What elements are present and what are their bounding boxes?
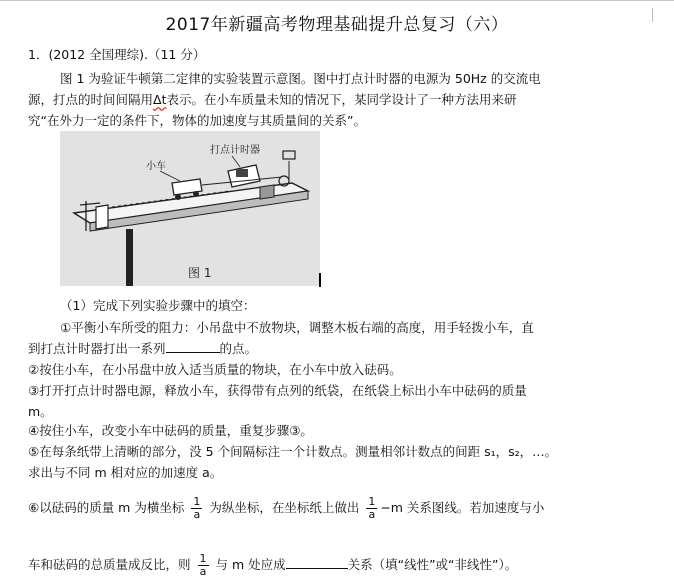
step-6-line-a [28,496,544,521]
step-5-line-a: ⑤在每条纸带上清晰的部分，没 5 个间隔标注一个计数点。测量相邻计数点的间距 s₁，s₂，…。 [28,444,558,459]
intro-line-3: 究“在外力一定的条件下，物体的加速度与其质量间的关系”。 [28,113,366,128]
step-4: ④按住小车，改变小车中砝码的质量，重复步骤③。 [28,423,313,438]
top-border [0,0,674,1]
step-6-text-d: 车和砝码的总质量成反比，则 [28,557,191,572]
intro-line-1: 图 1 为验证牛顿第二定律的实验装置示意图。图中打点计时器的电源为 50Hz 的交流电 [60,71,541,86]
step-3-line-b: m。 [28,404,53,419]
step-6-text-b: 为纵坐标，在坐标纸上做出 [209,500,360,515]
step-6-line-b [28,553,517,578]
answer-blank-1[interactable] [166,341,220,353]
step-1-line-a: ①平衡小车所受的阻力：小吊盘中不放物块，调整木板右端的高度，用手轻拨小车，直 [60,320,534,335]
steps-header: （1）完成下列实验步骤中的填空： [60,298,256,313]
delta-t-symbol: Δt [153,92,167,107]
fraction-1-over-a: $\frac{1}{a}$ [193,495,201,521]
fraction-1-over-a-3: $\frac{1}{a}$ [199,552,207,578]
step-6-text-e: 与 m 处应成 [215,557,286,572]
figure-caption: 图 1 [188,266,212,280]
step-6-text-a: ⑥以砝码的质量 m 为横坐标 [28,500,185,515]
intro-line-2 [28,90,516,108]
step-3-line-a: ③打开打点计时器电源，释放小车，获得带有点列的纸袋，在纸袋上标出小车中砝码的质量 [28,383,527,398]
label-cart: 小车 [146,161,166,172]
step-2: ②按住小车，在小吊盘中放入适当质量的物块，在小车中放入砝码。 [28,362,402,377]
step-1-text-a: 到打点计时器打出一系列 [28,341,166,356]
question-header: 1．(2012 全国理综).（11 分） [28,47,206,62]
fraction-1-over-a-2: $\frac{1}{a}$ [368,495,376,521]
apparatus-figure [60,131,320,286]
intro-line-2-a: 源，打点的时间间隔用 [28,92,154,107]
step-6-text-c: −m 关系图线。若加速度与小 [380,500,545,515]
answer-blank-2[interactable] [286,557,348,569]
step-6-text-f: 关系（填“线性”或“非线性”）。 [347,557,518,572]
page-title: 2017年新疆高考物理基础提升总复习（六） [165,15,509,35]
apparatus-drawing [60,131,320,286]
step-5-line-b: 求出与不同 m 相对应的加速度 a。 [28,465,223,480]
label-timer: 打点计时器 [210,145,260,156]
step-1-text-b: 的点。 [219,341,258,356]
step-1-line-b [28,339,257,357]
intro-line-2-b: 表示。在小车质量未知的情况下，某同学设计了一种方法用来研 [166,92,517,107]
text-cursor [319,273,321,287]
